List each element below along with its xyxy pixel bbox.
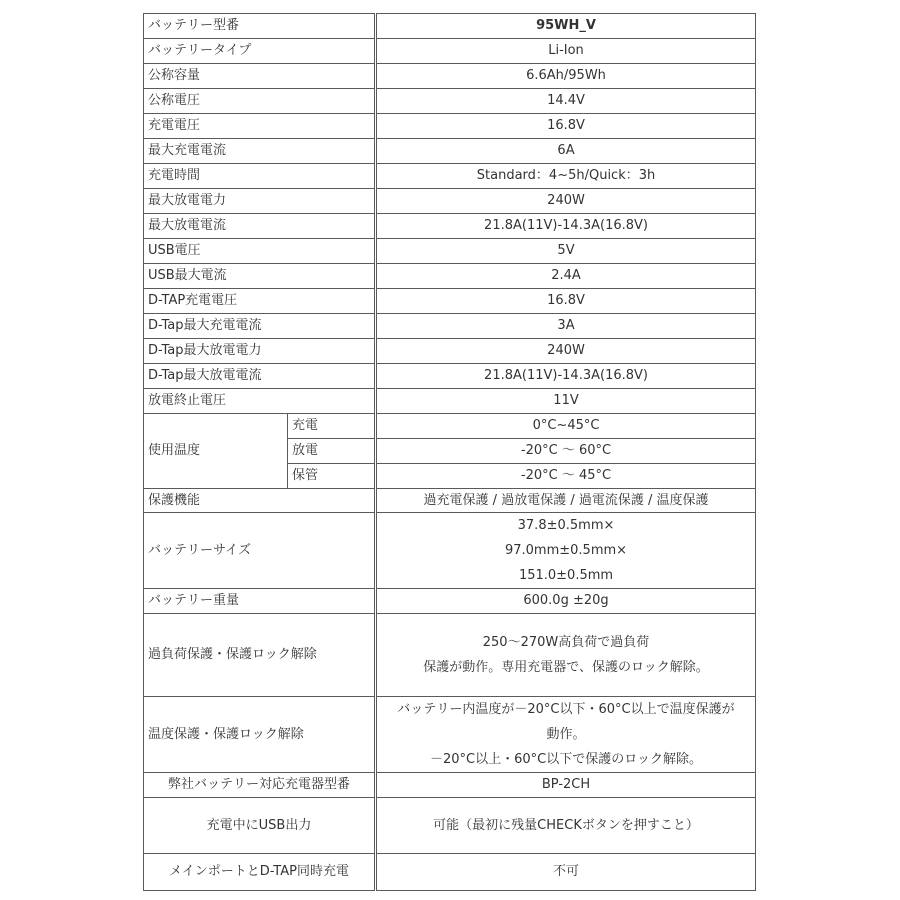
usb-while-charging-label: 充電中にUSB出力 [144,798,376,854]
dtap-max-charge-current-value: 3A [376,314,756,339]
max-discharge-power-value: 240W [376,189,756,214]
charge-time-label: 充電時間 [144,164,376,189]
dtap-charge-voltage-label: D-TAP充電電圧 [144,289,376,314]
nominal-voltage-value: 14.4V [376,89,756,114]
temperature-discharge-label: 放電 [288,439,376,464]
table-row [144,39,756,64]
temperature-charge-value: 0°C~45°C [376,414,756,439]
usb-while-charging-value: 可能（最初に残量CHECKボタンを押すこと） [376,798,756,854]
max-discharge-power-label: 最大放電電力 [144,189,376,214]
usb-max-current-value: 2.4A [376,264,756,289]
charge-time-value: Standard：4~5h/Quick：3h [376,164,756,189]
table-row [144,489,756,513]
type-label: バッテリータイプ [144,39,376,64]
protection-value: 過充電保護 / 過放電保護 / 過電流保護 / 温度保護 [376,489,756,513]
size-line-3: 151.0±0.5mm [518,568,614,583]
table-row [144,339,756,364]
dtap-max-discharge-power-value: 240W [376,339,756,364]
table-row [144,189,756,214]
charger-model-value: BP-2CH [376,773,756,798]
weight-value: 600.0g ±20g [376,589,756,614]
nominal-voltage-label: 公称電圧 [144,89,376,114]
thermal-protection-value [376,697,756,773]
protection-label: 保護機能 [144,489,376,513]
table-row [144,513,756,589]
usb-max-current-label: USB最大電流 [144,264,376,289]
table-row [144,89,756,114]
size-line-1: 37.8±0.5mm× [517,518,615,533]
table-row [144,697,756,773]
temperature-storage-label: 保管 [288,464,376,489]
capacity-label: 公称容量 [144,64,376,89]
overload-line-2: 保護が動作。専用充電器で、保護のロック解除。 [423,660,709,675]
max-discharge-current-value: 21.8A(11V)-14.3A(16.8V) [376,214,756,239]
capacity-value: 6.6Ah/95Wh [376,64,756,89]
table-row [144,414,756,439]
table-row [144,264,756,289]
weight-label: バッテリー重量 [144,589,376,614]
dtap-max-discharge-current-label: D-Tap最大放電電流 [144,364,376,389]
model-label: バッテリー型番 [144,14,376,39]
cutoff-voltage-value: 11V [376,389,756,414]
table-row [144,389,756,414]
thermal-line-3: －20°C以上・60°C以下で保護のロック解除。 [430,752,702,767]
temperature-storage-value: -20°C ～ 45°C [376,464,756,489]
max-discharge-current-label: 最大放電電流 [144,214,376,239]
simultaneous-charge-value: 不可 [376,854,756,891]
overload-line-1: 250～270W高負荷で過負荷 [482,635,650,650]
type-value: Li-Ion [376,39,756,64]
table-row [144,164,756,189]
table-row [144,364,756,389]
thermal-protection-label: 温度保護・保護ロック解除 [144,697,376,773]
dtap-max-charge-current-label: D-Tap最大充電電流 [144,314,376,339]
table-row [144,289,756,314]
max-charge-current-value: 6A [376,139,756,164]
size-line-2: 97.0mm±0.5mm× [504,543,628,558]
charge-voltage-value: 16.8V [376,114,756,139]
simultaneous-charge-label: メインポートとD-TAP同時充電 [144,854,376,891]
table-row [144,614,756,697]
cutoff-voltage-label: 放電終止電圧 [144,389,376,414]
table-row [144,139,756,164]
thermal-line-1: バッテリー内温度が－20°C以下・60°C以上で温度保護が [397,702,735,717]
temperature-discharge-value: -20°C ～ 60°C [376,439,756,464]
table-row [144,239,756,264]
temperature-charge-label: 充電 [288,414,376,439]
charger-model-label: 弊社バッテリー対応充電器型番 [144,773,376,798]
table-row [144,314,756,339]
dtap-max-discharge-power-label: D-Tap最大放電電力 [144,339,376,364]
size-label: バッテリーサイズ [144,513,376,589]
table-row [144,64,756,89]
dtap-max-discharge-current-value: 21.8A(11V)-14.3A(16.8V) [376,364,756,389]
table-row [144,854,756,891]
size-value [376,513,756,589]
thermal-line-2: 動作。 [546,727,586,742]
table-row [144,798,756,854]
table-row [144,114,756,139]
usb-voltage-value: 5V [376,239,756,264]
temperature-label: 使用温度 [144,414,288,489]
dtap-charge-voltage-value: 16.8V [376,289,756,314]
battery-spec-table [143,13,756,891]
max-charge-current-label: 最大充電電流 [144,139,376,164]
table-row [144,214,756,239]
table-row [144,589,756,614]
model-value: 95WH_V [376,14,756,39]
charge-voltage-label: 充電電圧 [144,114,376,139]
table-row [144,14,756,39]
overload-value [376,614,756,697]
usb-voltage-label: USB電圧 [144,239,376,264]
overload-label: 過負荷保護・保護ロック解除 [144,614,376,697]
table-row [144,773,756,798]
